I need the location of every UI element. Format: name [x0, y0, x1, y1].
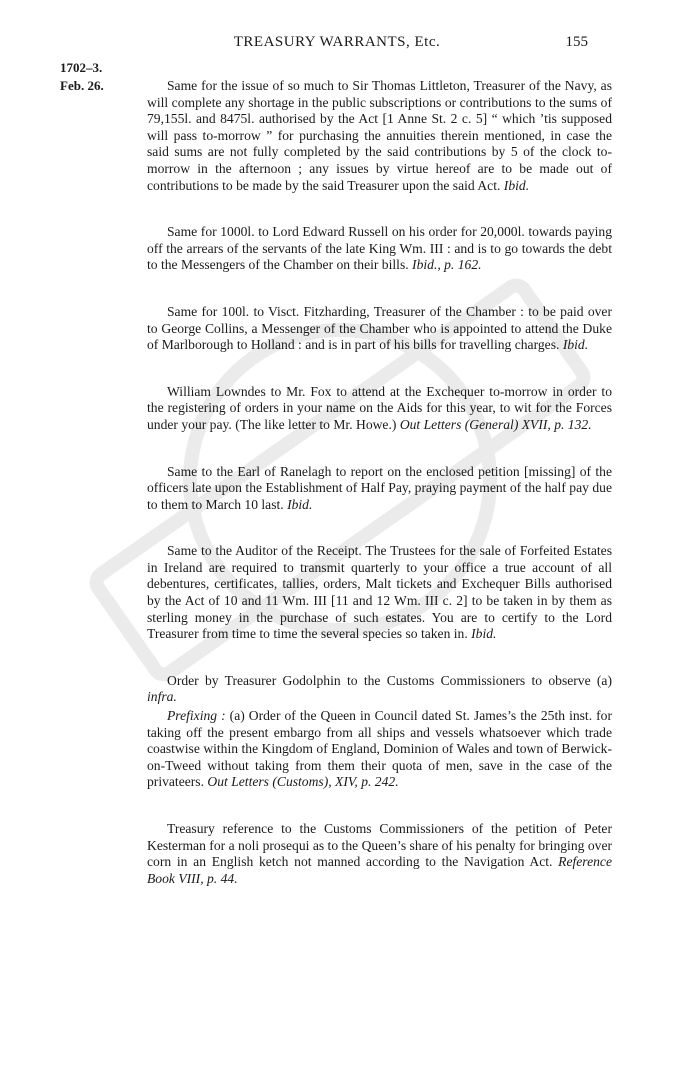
entry-auditor: Same to the Auditor of the Receipt. The Trustees for the sale of Forfeited Estates in Ireland are required to transmit quarterly to your office a true account of all debentures, certificates, tallies, orders, Malt tickets and Exchequer Bills authorised by the Act of 10 and 11 Wm. III [11 and 12 Wm. III c. 2] to be taken in by them as sterling money in the purchase of such estates. You are to certify to the Lord Treasurer from time to time the several species so taken in. Ibid.	[147, 543, 612, 642]
reference: Out Letters (Customs), XIV, p. 242.	[207, 774, 399, 790]
page-number: 155	[565, 34, 588, 50]
entry-littleton: Same for the issue of so much to Sir Thomas Littleton, Treasurer of the Navy, as will complete any shortage in the public subscriptions or contributions to the sums of 79,155l. and 8475l. authorised by the Act [1 Anne St. 2 c. 5] “ which ’tis supposed will pass to-morrow ” for purchasing the annuities therein mentioned, in case the said sums are not fully completed by the said contributions by 5 of the clock to-morrow in the afternoon ; any issues by virtue hereof are to be made out of contributions to be made by the said Treasurer upon the said Act. Ibid.	[147, 78, 612, 193]
entry-russell: Same for 1000l. to Lord Edward Russell on his order for 20,000l. towards paying off the arrears of the servants of the late King Wm. III : and is to go towards the debt to the Messengers of the Chamber on their bills. Ibid., p. 162.	[147, 224, 612, 273]
reference: Ibid.	[503, 177, 530, 193]
reference: Reference Book VIII, p. 44.	[147, 854, 612, 886]
reference: Ibid., p. 162.	[412, 257, 482, 273]
entry-lowndes-fox: William Lowndes to Mr. Fox to attend at the Exchequer to-morrow in order to the registering of orders in your name on the Aids for this year, to wit for the Forces under your pay. (The like letter to Mr. Howe.) Out Letters (General) XVII, p. 132.	[147, 383, 612, 432]
reference: Out Letters (General) XVII, p. 132.	[399, 416, 592, 432]
entry-prefixing: Prefixing : (a) Order of the Queen in Council dated St. James’s the 25th inst. for taking off the present embargo from all ships and vessels whatsoever which trade coastwise within the Kingdom of England, Dominion of Wales and town of Berwick-on-Tweed without taking from them their quota of men, save in the case of the privateers. Out Letters (Customs), XIV, p. 242.	[147, 708, 612, 790]
margin-year: 1702–3.	[60, 60, 103, 75]
reference: Ibid.	[287, 496, 313, 512]
entry-ranelagh: Same to the Earl of Ranelagh to report on the enclosed petition [missing] of the officers late upon the Establishment of Half Pay, praying payment of the half pay due to them to March 10 last. Ibid.	[147, 463, 612, 512]
entry-fitzharding: Same for 100l. to Visct. Fitzharding, Treasurer of the Chamber : to be paid over to George Collins, a Messenger of the Chamber who is appointed to attend the Duke of Marlborough to Holland : and is in part of his bills for travelling charges. Ibid.	[147, 303, 612, 353]
entry-kesterman: Treasury reference to the Customs Commissioners of the petition of Peter Kesterman for a noli prosequi as to the Queen’s share of his penalty for bringing over corn in an English ketch not manned according to the Navigation Act. Reference Book VIII, p. 44.	[147, 821, 612, 886]
reference: Ibid.	[471, 626, 497, 642]
running-header-title: TREASURY WARRANTS, Etc.	[233, 34, 441, 50]
prefixing-label: Prefixing :	[167, 708, 226, 724]
reference: infra.	[147, 689, 177, 705]
reference: Ibid.	[562, 337, 589, 353]
margin-date: Feb. 26.	[60, 78, 104, 93]
body-text	[147, 78, 612, 917]
entry-godolphin-order: Order by Treasurer Godolphin to the Customs Commissioners to observe (a) infra.	[147, 672, 612, 705]
